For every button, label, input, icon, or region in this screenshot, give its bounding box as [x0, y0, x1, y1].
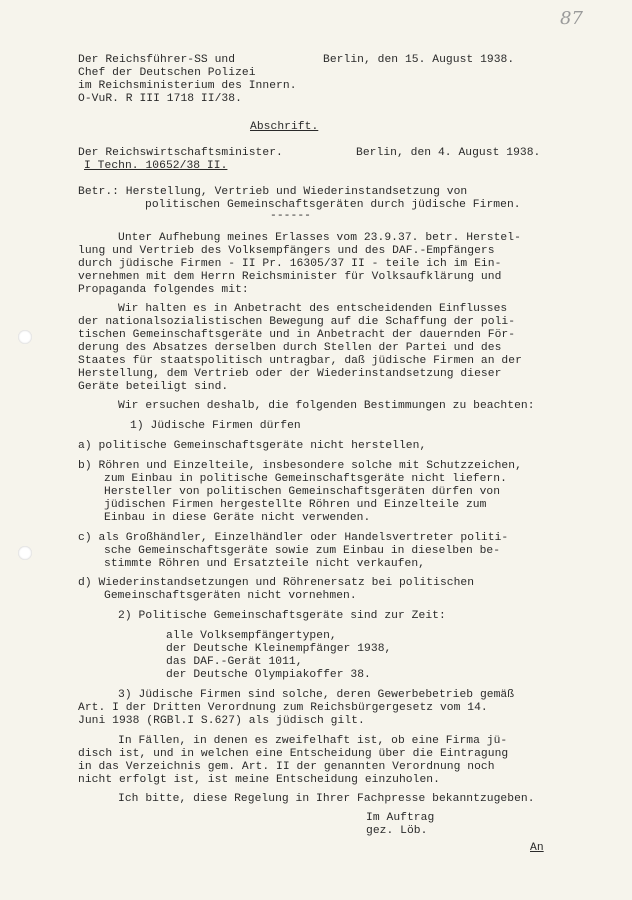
- item-d-line: Gemeinschaftsgeräten nicht vornehmen.: [104, 590, 357, 602]
- intro-line: vernehmen mit dem Herrn Reichsminister für Volksaufklärung und: [78, 271, 502, 283]
- point3-line: 3) Jüdische Firmen sind solche, deren Gewerbebetrieb gemäß: [118, 689, 515, 701]
- point1: 1) Jüdische Firmen dürfen: [130, 420, 301, 432]
- quote-line: derung des Absatzes derselben durch Stellen der Partei und des: [78, 342, 502, 354]
- intro-line: lung und Vertrieb des Volksempfängers und des DAF.-Empfängers: [78, 245, 495, 257]
- point3-line: Juni 1938 (RGBl.I S.627) als jüdisch gilt.: [78, 715, 365, 727]
- quote-line: Wir halten es in Anbetracht des entscheidenden Einflusses: [118, 303, 508, 315]
- item-b-line: Hersteller von politischen Gemeinschaftsgeräten dürfen von: [104, 486, 501, 498]
- point3-line: Art. I der Dritten Verordnung zum Reichsbürgergesetz vom 14.: [78, 702, 488, 714]
- copy-title: Abschrift.: [250, 121, 319, 133]
- inner-sender: Der Reichswirtschaftsminister.: [78, 147, 283, 159]
- item-d-line: d) Wiederinstandsetzungen und Röhrenersatz bei politischen: [78, 577, 475, 589]
- item-b-line: b) Röhren und Einzelteile, insbesondere solche mit Schutzzeichen,: [78, 460, 522, 472]
- doubt-line: nicht erfolgt ist, ist meine Entscheidung einzuholen.: [78, 774, 440, 786]
- device-item: das DAF.-Gerät 1011,: [166, 656, 303, 668]
- quote-line: Herstellung, dem Vertrieb oder der Wiederinstandsetzung dieser: [78, 368, 502, 380]
- subject-line2: politischen Gemeinschaftsgeräten durch jüdische Firmen.: [145, 199, 521, 211]
- subject-dashes: ------: [270, 210, 311, 222]
- footer-an: An: [530, 842, 544, 854]
- quote-line: tischen Gemeinschaftsgeräte und in Anbetracht der dauernden För-: [78, 329, 516, 341]
- item-c-line: sche Gemeinschaftsgeräte sowie zum Einbau in dieselben be-: [104, 545, 501, 557]
- quote-line: der nationalsozialistischen Bewegung auf die Schaffung der poli-: [78, 316, 516, 328]
- punch-hole-top: [18, 330, 32, 344]
- archive-number: 87: [560, 8, 583, 29]
- closing-line: Ich bitte, diese Regelung in Ihrer Fachpresse bekanntzugeben.: [118, 793, 535, 805]
- device-item: der Deutsche Kleinempfänger 1938,: [166, 643, 392, 655]
- punch-hole-bottom: [18, 546, 32, 560]
- header-line3: im Reichsministerium des Innern.: [78, 80, 297, 92]
- intro-line: Propaganda folgendes mit:: [78, 284, 249, 296]
- header-line1-right: Berlin, den 15. August 1938.: [323, 54, 515, 66]
- device-item: alle Volksempfängertypen,: [166, 630, 337, 642]
- intro-line: Unter Aufhebung meines Erlasses vom 23.9.37. betr. Herstel-: [118, 232, 521, 244]
- inner-reference: I Techn. 10652/38 II.: [84, 160, 228, 172]
- header-reference: O-VuR. R III 1718 II/38.: [78, 93, 242, 105]
- header-line2: Chef der Deutschen Polizei: [78, 67, 256, 79]
- item-a: a) politische Gemeinschaftsgeräte nicht herstellen,: [78, 440, 427, 452]
- item-c-line: c) als Großhändler, Einzelhändler oder Handelsvertreter politi-: [78, 532, 509, 544]
- item-b-line: zum Einbau in politische Gemeinschaftsgeräte nicht liefern.: [104, 473, 507, 485]
- doubt-line: in das Verzeichnis gem. Art. II der genannten Verordnung noch: [78, 761, 495, 773]
- inner-date: Berlin, den 4. August 1938.: [356, 147, 541, 159]
- signature-line1: Im Auftrag: [366, 812, 435, 824]
- request-line: Wir ersuchen deshalb, die folgenden Bestimmungen zu beachten:: [118, 400, 535, 412]
- item-b-line: jüdischen Firmen hergestellte Röhren und Einzelteile zum: [104, 499, 487, 511]
- header-line1-left: Der Reichsführer-SS und: [78, 54, 236, 66]
- quote-line: Geräte beteiligt sind.: [78, 381, 229, 393]
- intro-line: durch jüdische Firmen - II Pr. 16305/37 II - teile ich im Ein-: [78, 258, 502, 270]
- doubt-line: disch ist, und in welchen eine Entscheidung über die Eintragung: [78, 748, 509, 760]
- subject-line1: Betr.: Herstellung, Vertrieb und Wiederinstandsetzung von: [78, 186, 468, 198]
- quote-line: Staates für staatspolitisch untragbar, daß jüdische Firmen an der: [78, 355, 522, 367]
- signature-line2: gez. Löb.: [366, 825, 428, 837]
- item-c-line: stimmte Röhren und Ersatzteile nicht verkaufen,: [104, 558, 425, 570]
- point2: 2) Politische Gemeinschaftsgeräte sind zur Zeit:: [118, 610, 446, 622]
- item-b-line: Einbau in diese Geräte nicht verwenden.: [104, 512, 371, 524]
- device-item: der Deutsche Olympiakoffer 38.: [166, 669, 371, 681]
- doubt-line: In Fällen, in denen es zweifelhaft ist, ob eine Firma jü-: [118, 735, 508, 747]
